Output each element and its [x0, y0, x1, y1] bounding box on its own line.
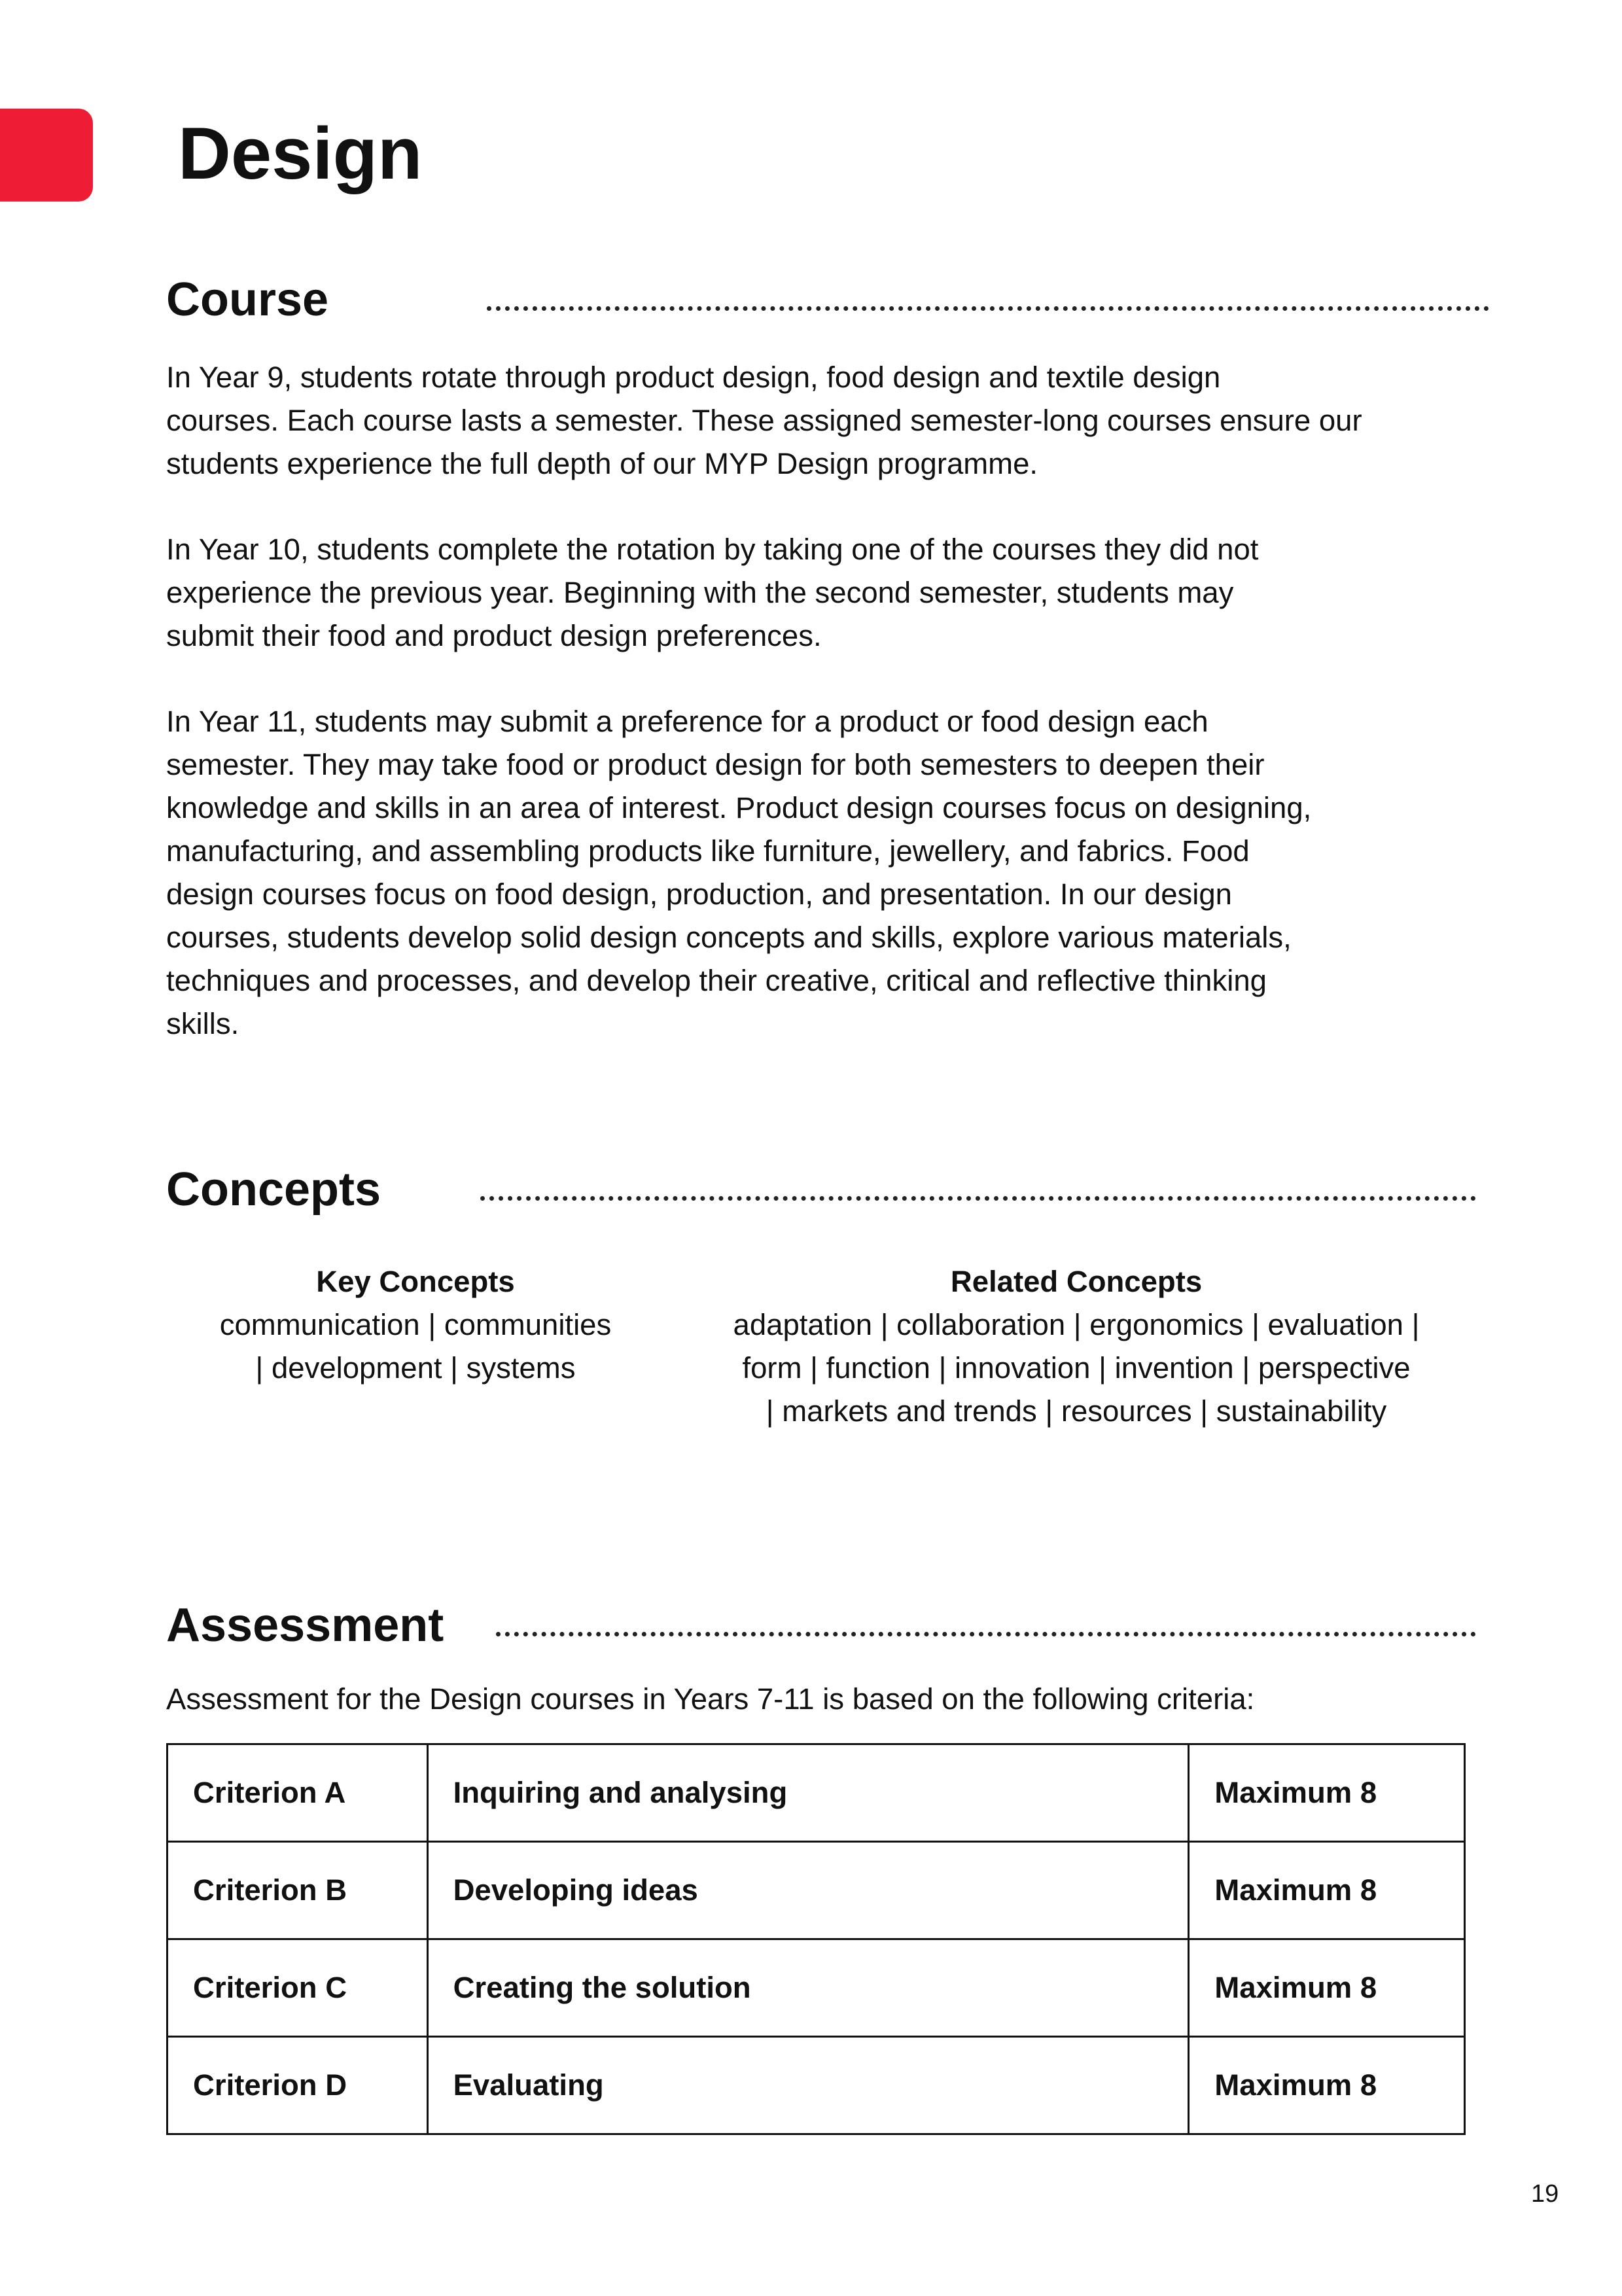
course-paragraph-2 [166, 528, 1475, 658]
criterion-max: Maximum 8 [1189, 2037, 1465, 2134]
criterion-max: Maximum 8 [1189, 1744, 1465, 1842]
text-line: In Year 11, students may submit a preference for a product or food design each [166, 705, 1208, 738]
related-concepts-line: adaptation | collaboration | ergonomics | evaluation | [733, 1308, 1420, 1341]
text-line: courses. Each course lasts a semester. These assigned semester-long courses ensure our [166, 404, 1362, 437]
criterion-label: Criterion B [167, 1842, 428, 1939]
course-heading: Course [166, 274, 329, 326]
criterion-name: Evaluating [427, 2037, 1189, 2134]
related-concepts [674, 1260, 1479, 1433]
criterion-label: Criterion D [167, 2037, 428, 2134]
criteria-table [166, 1743, 1466, 2135]
criterion-label: Criterion C [167, 1939, 428, 2037]
text-line: manufacturing, and assembling products like furniture, jewellery, and fabrics. Food [166, 834, 1250, 868]
course-paragraph-3 [166, 700, 1475, 1046]
related-concepts-title: Related Concepts [950, 1265, 1203, 1298]
table-row [167, 1939, 1465, 2037]
text-line: design courses focus on food design, production, and presentation. In our design [166, 877, 1232, 911]
concepts-heading-dotted-rule [480, 1196, 1476, 1201]
assessment-heading: Assessment [166, 1599, 444, 1651]
course-heading-dotted-rule [487, 306, 1489, 311]
assessment-heading-dotted-rule [496, 1632, 1476, 1636]
section-color-tab [0, 109, 93, 202]
table-row [167, 1842, 1465, 1939]
text-line: students experience the full depth of our MYP Design programme. [166, 447, 1038, 480]
text-line: techniques and processes, and develop their creative, critical and reflective thinking [166, 964, 1267, 997]
criterion-max: Maximum 8 [1189, 1842, 1465, 1939]
criterion-max: Maximum 8 [1189, 1939, 1465, 2037]
criterion-label: Criterion A [167, 1744, 428, 1842]
table-row [167, 2037, 1465, 2134]
text-line: In Year 10, students complete the rotation by taking one of the courses they did not [166, 533, 1259, 566]
page-title: Design [178, 113, 423, 194]
text-line: In Year 9, students rotate through product design, food design and textile design [166, 361, 1221, 394]
text-line: experience the previous year. Beginning with the second semester, students may [166, 576, 1234, 609]
concepts-heading: Concepts [166, 1163, 381, 1216]
related-concepts-line: form | function | innovation | invention | perspective [742, 1351, 1411, 1385]
text-line: knowledge and skills in an area of interest. Product design courses focus on designing, [166, 791, 1312, 824]
related-concepts-line: | markets and trends | resources | sustainability [766, 1394, 1387, 1428]
page-number: 19 [1531, 2180, 1559, 2208]
course-paragraph-1 [166, 356, 1475, 486]
criterion-name: Inquiring and analysing [427, 1744, 1189, 1842]
text-line: semester. They may take food or product design for both semesters to deepen their [166, 748, 1265, 781]
key-concepts [166, 1260, 665, 1390]
key-concepts-title: Key Concepts [316, 1265, 515, 1298]
assessment-intro: Assessment for the Design courses in Years 7-11 is based on the following criteria: [166, 1682, 1255, 1716]
text-line: courses, students develop solid design concepts and skills, explore various materials, [166, 921, 1292, 954]
criterion-name: Developing ideas [427, 1842, 1189, 1939]
key-concepts-line: communication | communities [219, 1308, 612, 1341]
text-line: skills. [166, 1007, 239, 1040]
key-concepts-line: | development | systems [255, 1351, 576, 1385]
criterion-name: Creating the solution [427, 1939, 1189, 2037]
table-row [167, 1744, 1465, 1842]
text-line: submit their food and product design preferences. [166, 619, 822, 652]
